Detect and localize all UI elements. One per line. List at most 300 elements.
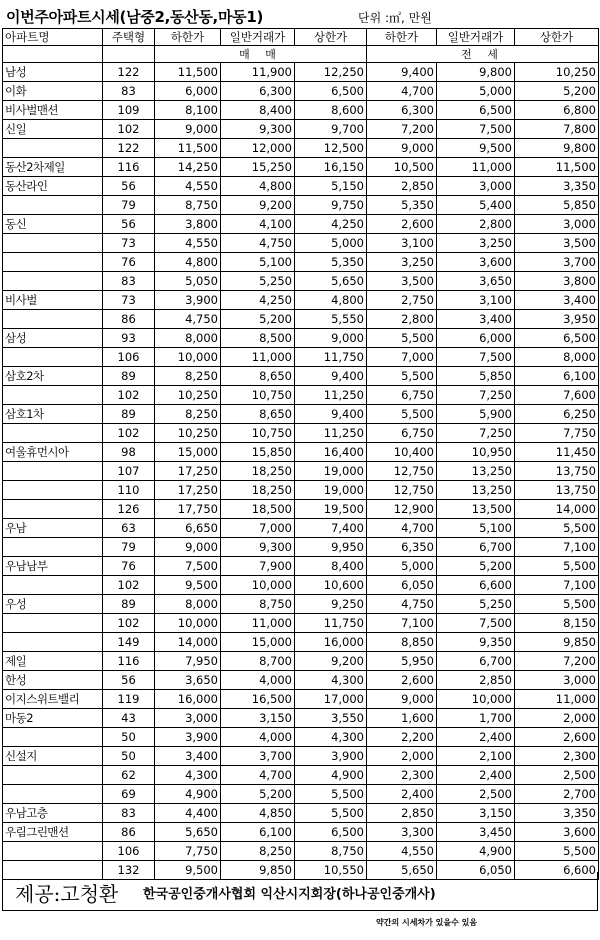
cell-name: 한성 [3, 671, 103, 690]
cell-s-high: 16,000 [295, 633, 367, 652]
cell-s-high: 4,900 [295, 766, 367, 785]
cell-s-avg: 8,250 [221, 842, 295, 861]
cell-j-high: 3,700 [515, 253, 599, 272]
cell-j-high: 7,750 [515, 424, 599, 443]
cell-j-high: 11,000 [515, 690, 599, 709]
cell-size: 89 [103, 405, 155, 424]
cell-s-low: 14,250 [155, 158, 221, 177]
cell-name [3, 462, 103, 481]
cell-s-high: 6,500 [295, 82, 367, 101]
cell-s-low: 8,100 [155, 101, 221, 120]
table-row [3, 462, 599, 481]
cell-j-avg: 6,700 [437, 652, 515, 671]
cell-j-avg: 7,250 [437, 424, 515, 443]
cell-j-low: 2,600 [367, 671, 437, 690]
cell-s-avg: 16,500 [221, 690, 295, 709]
cell-s-high: 5,550 [295, 310, 367, 329]
table-row [3, 633, 599, 652]
col-header-jeonse-high: 상한가 [515, 29, 599, 46]
cell-name [3, 253, 103, 272]
cell-j-high: 5,850 [515, 196, 599, 215]
cell-size: 122 [103, 63, 155, 82]
cell-s-low: 8,250 [155, 367, 221, 386]
cell-size: 132 [103, 861, 155, 880]
cell-j-avg: 3,450 [437, 823, 515, 842]
table-row [3, 158, 599, 177]
cell-j-high: 13,750 [515, 481, 599, 500]
cell-j-low: 3,100 [367, 234, 437, 253]
cell-j-avg: 4,900 [437, 842, 515, 861]
table-row [3, 671, 599, 690]
cell-s-high: 8,750 [295, 842, 367, 861]
cell-s-low: 7,500 [155, 557, 221, 576]
cell-j-avg: 2,400 [437, 766, 515, 785]
cell-s-low: 14,000 [155, 633, 221, 652]
cell-name: 신일 [3, 120, 103, 139]
table-row [3, 272, 599, 291]
table-row [3, 291, 599, 310]
cell-name [3, 728, 103, 747]
table-row [3, 367, 599, 386]
provider-label: 제공:고청환 [15, 882, 119, 906]
cell-s-low: 8,250 [155, 405, 221, 424]
cell-s-avg: 15,250 [221, 158, 295, 177]
cell-s-avg: 5,200 [221, 785, 295, 804]
cell-j-high: 8,150 [515, 614, 599, 633]
cell-name: 남성 [3, 63, 103, 82]
cell-j-low: 7,200 [367, 120, 437, 139]
cell-size: 110 [103, 481, 155, 500]
cell-j-high: 3,350 [515, 804, 599, 823]
cell-j-avg: 10,000 [437, 690, 515, 709]
cell-size: 126 [103, 500, 155, 519]
table-row [3, 690, 599, 709]
cell-j-avg: 6,500 [437, 101, 515, 120]
cell-size: 83 [103, 82, 155, 101]
cell-j-avg: 13,250 [437, 462, 515, 481]
cell-s-low: 3,900 [155, 728, 221, 747]
header-row [3, 29, 599, 46]
cell-s-high: 7,400 [295, 519, 367, 538]
cell-j-low: 9,000 [367, 690, 437, 709]
cell-name [3, 538, 103, 557]
cell-j-low: 2,600 [367, 215, 437, 234]
cell-j-avg: 3,400 [437, 310, 515, 329]
cell-s-avg: 4,100 [221, 215, 295, 234]
cell-s-avg: 15,850 [221, 443, 295, 462]
cell-s-high: 6,500 [295, 823, 367, 842]
cell-j-high: 2,500 [515, 766, 599, 785]
cell-s-avg: 10,750 [221, 386, 295, 405]
cell-j-low: 5,500 [367, 405, 437, 424]
cell-s-avg: 8,650 [221, 405, 295, 424]
cell-s-avg: 3,150 [221, 709, 295, 728]
cell-j-high: 3,600 [515, 823, 599, 842]
cell-j-avg: 10,950 [437, 443, 515, 462]
cell-j-high: 3,000 [515, 215, 599, 234]
cell-j-avg: 7,500 [437, 348, 515, 367]
cell-j-avg: 5,850 [437, 367, 515, 386]
cell-size: 56 [103, 215, 155, 234]
cell-s-avg: 8,700 [221, 652, 295, 671]
cell-name [3, 785, 103, 804]
cell-size: 86 [103, 310, 155, 329]
cell-name: 삼호1차 [3, 405, 103, 424]
unit-label: 단위 :㎡, 만원 [358, 11, 432, 25]
cell-s-high: 4,300 [295, 728, 367, 747]
title-row [2, 2, 598, 30]
cell-s-high: 19,000 [295, 481, 367, 500]
cell-s-low: 17,750 [155, 500, 221, 519]
cell-s-high: 11,750 [295, 614, 367, 633]
cell-size: 106 [103, 348, 155, 367]
cell-j-high: 5,500 [515, 519, 599, 538]
table-row [3, 804, 599, 823]
cell-s-high: 5,650 [295, 272, 367, 291]
cell-s-low: 8,000 [155, 595, 221, 614]
table-row [3, 196, 599, 215]
cell-s-low: 7,950 [155, 652, 221, 671]
cell-j-avg: 5,100 [437, 519, 515, 538]
cell-j-low: 4,700 [367, 82, 437, 101]
cell-j-low: 6,750 [367, 424, 437, 443]
group-header-sale: 매 매 [155, 46, 367, 63]
cell-j-low: 5,500 [367, 329, 437, 348]
cell-name: 비사벌 [3, 291, 103, 310]
cell-s-high: 19,500 [295, 500, 367, 519]
cell-name [3, 576, 103, 595]
table-row [3, 766, 599, 785]
table-row [3, 614, 599, 633]
cell-size: 56 [103, 177, 155, 196]
cell-name [3, 766, 103, 785]
cell-s-low: 15,000 [155, 443, 221, 462]
cell-j-avg: 7,500 [437, 614, 515, 633]
cell-s-avg: 10,750 [221, 424, 295, 443]
cell-j-high: 6,600 [515, 861, 599, 880]
cell-s-high: 16,150 [295, 158, 367, 177]
cell-s-low: 4,400 [155, 804, 221, 823]
cell-s-low: 16,000 [155, 690, 221, 709]
cell-s-high: 5,500 [295, 804, 367, 823]
cell-s-avg: 9,300 [221, 538, 295, 557]
cell-name [3, 424, 103, 443]
cell-name: 마동2 [3, 709, 103, 728]
cell-s-avg: 7,000 [221, 519, 295, 538]
cell-j-avg: 6,000 [437, 329, 515, 348]
table-row [3, 538, 599, 557]
cell-size: 83 [103, 804, 155, 823]
cell-j-high: 2,300 [515, 747, 599, 766]
cell-size: 79 [103, 538, 155, 557]
cell-j-avg: 3,250 [437, 234, 515, 253]
cell-s-avg: 6,300 [221, 82, 295, 101]
cell-j-high: 7,600 [515, 386, 599, 405]
cell-s-high: 3,550 [295, 709, 367, 728]
cell-j-avg: 9,350 [437, 633, 515, 652]
cell-size: 62 [103, 766, 155, 785]
cell-j-low: 5,350 [367, 196, 437, 215]
cell-j-low: 5,950 [367, 652, 437, 671]
cell-j-avg: 5,400 [437, 196, 515, 215]
cell-s-low: 6,000 [155, 82, 221, 101]
cell-j-low: 5,000 [367, 557, 437, 576]
cell-j-avg: 3,000 [437, 177, 515, 196]
cell-j-high: 7,200 [515, 652, 599, 671]
cell-name: 삼호2차 [3, 367, 103, 386]
page-title: 이번주아파트시세(남중2,동산동,마동1) [6, 8, 264, 26]
cell-s-avg: 11,900 [221, 63, 295, 82]
cell-s-high: 12,250 [295, 63, 367, 82]
cell-j-avg: 6,050 [437, 861, 515, 880]
table-row [3, 329, 599, 348]
cell-s-high: 5,350 [295, 253, 367, 272]
cell-size: 106 [103, 842, 155, 861]
cell-j-high: 7,800 [515, 120, 599, 139]
cell-j-low: 4,700 [367, 519, 437, 538]
col-header-sale-low: 하한가 [155, 29, 221, 46]
cell-s-avg: 18,250 [221, 481, 295, 500]
cell-j-high: 3,350 [515, 177, 599, 196]
cell-name: 동신 [3, 215, 103, 234]
table-row [3, 747, 599, 766]
cell-name [3, 386, 103, 405]
table-row [3, 120, 599, 139]
group-header-blank [103, 46, 155, 63]
cell-s-high: 9,950 [295, 538, 367, 557]
cell-s-avg: 4,700 [221, 766, 295, 785]
cell-j-high: 11,500 [515, 158, 599, 177]
cell-j-avg: 5,900 [437, 405, 515, 424]
cell-s-low: 8,000 [155, 329, 221, 348]
cell-s-low: 3,650 [155, 671, 221, 690]
cell-name [3, 842, 103, 861]
cell-size: 89 [103, 595, 155, 614]
cell-name: 동산라인 [3, 177, 103, 196]
cell-s-high: 5,500 [295, 785, 367, 804]
cell-s-high: 9,200 [295, 652, 367, 671]
table-row [3, 101, 599, 120]
cell-s-low: 4,900 [155, 785, 221, 804]
group-header-row [3, 46, 599, 63]
cell-j-low: 6,300 [367, 101, 437, 120]
cell-j-high: 8,000 [515, 348, 599, 367]
cell-s-avg: 6,100 [221, 823, 295, 842]
cell-j-avg: 2,850 [437, 671, 515, 690]
table-row [3, 348, 599, 367]
cell-s-avg: 18,250 [221, 462, 295, 481]
cell-s-avg: 5,250 [221, 272, 295, 291]
cell-size: 116 [103, 652, 155, 671]
cell-j-high: 11,450 [515, 443, 599, 462]
cell-j-high: 2,600 [515, 728, 599, 747]
cell-size: 102 [103, 614, 155, 633]
cell-size: 73 [103, 291, 155, 310]
cell-j-low: 5,500 [367, 367, 437, 386]
cell-j-low: 7,000 [367, 348, 437, 367]
cell-j-low: 12,900 [367, 500, 437, 519]
cell-j-low: 7,100 [367, 614, 437, 633]
cell-s-high: 4,800 [295, 291, 367, 310]
cell-size: 50 [103, 728, 155, 747]
col-header-name: 아파트명 [3, 29, 103, 46]
cell-j-low: 2,300 [367, 766, 437, 785]
cell-j-high: 6,100 [515, 367, 599, 386]
cell-s-avg: 4,000 [221, 728, 295, 747]
cell-s-high: 11,250 [295, 386, 367, 405]
price-table [2, 28, 599, 880]
cell-name [3, 272, 103, 291]
cell-j-high: 2,000 [515, 709, 599, 728]
cell-size: 79 [103, 196, 155, 215]
cell-j-avg: 5,000 [437, 82, 515, 101]
cell-j-low: 2,750 [367, 291, 437, 310]
cell-s-avg: 10,000 [221, 576, 295, 595]
cell-s-high: 9,250 [295, 595, 367, 614]
cell-j-low: 12,750 [367, 462, 437, 481]
cell-s-low: 9,000 [155, 120, 221, 139]
cell-j-low: 4,750 [367, 595, 437, 614]
cell-s-avg: 18,500 [221, 500, 295, 519]
cell-s-high: 3,900 [295, 747, 367, 766]
cell-j-avg: 3,650 [437, 272, 515, 291]
cell-j-low: 12,750 [367, 481, 437, 500]
cell-s-low: 4,300 [155, 766, 221, 785]
cell-size: 102 [103, 576, 155, 595]
cell-s-low: 11,500 [155, 63, 221, 82]
cell-j-low: 6,350 [367, 538, 437, 557]
cell-name [3, 481, 103, 500]
table-row [3, 424, 599, 443]
cell-s-low: 3,800 [155, 215, 221, 234]
table-row [3, 595, 599, 614]
cell-size: 109 [103, 101, 155, 120]
cell-j-avg: 6,600 [437, 576, 515, 595]
cell-name [3, 196, 103, 215]
table-row [3, 443, 599, 462]
table-row [3, 82, 599, 101]
cell-s-low: 17,250 [155, 462, 221, 481]
cell-j-avg: 7,250 [437, 386, 515, 405]
cell-name: 제일 [3, 652, 103, 671]
cell-s-low: 4,550 [155, 234, 221, 253]
cell-s-low: 6,650 [155, 519, 221, 538]
cell-j-high: 6,500 [515, 329, 599, 348]
cell-j-low: 8,850 [367, 633, 437, 652]
cell-s-avg: 9,200 [221, 196, 295, 215]
table-row [3, 709, 599, 728]
cell-s-low: 11,500 [155, 139, 221, 158]
cell-s-low: 17,250 [155, 481, 221, 500]
cell-j-high: 6,800 [515, 101, 599, 120]
cell-s-low: 10,250 [155, 424, 221, 443]
cell-j-low: 3,500 [367, 272, 437, 291]
cell-s-avg: 4,800 [221, 177, 295, 196]
cell-j-avg: 3,100 [437, 291, 515, 310]
cell-name: 여울휴먼시아 [3, 443, 103, 462]
cell-s-high: 19,000 [295, 462, 367, 481]
cell-j-low: 10,400 [367, 443, 437, 462]
table-row [3, 481, 599, 500]
cell-j-low: 6,750 [367, 386, 437, 405]
cell-j-low: 10,500 [367, 158, 437, 177]
cell-j-avg: 7,500 [437, 120, 515, 139]
table-row [3, 500, 599, 519]
cell-j-avg: 1,700 [437, 709, 515, 728]
cell-name [3, 310, 103, 329]
cell-j-low: 2,400 [367, 785, 437, 804]
cell-s-high: 11,250 [295, 424, 367, 443]
cell-name: 이지스위트밸리 [3, 690, 103, 709]
cell-size: 102 [103, 120, 155, 139]
cell-s-low: 9,000 [155, 538, 221, 557]
cell-j-low: 4,550 [367, 842, 437, 861]
table-row [3, 405, 599, 424]
cell-s-avg: 5,200 [221, 310, 295, 329]
cell-j-high: 2,700 [515, 785, 599, 804]
cell-name: 신설지 [3, 747, 103, 766]
table-row [3, 139, 599, 158]
cell-s-low: 3,900 [155, 291, 221, 310]
cell-s-avg: 12,000 [221, 139, 295, 158]
cell-s-high: 17,000 [295, 690, 367, 709]
cell-name: 우림그린맨션 [3, 823, 103, 842]
cell-s-high: 5,000 [295, 234, 367, 253]
table-row [3, 215, 599, 234]
table-row [3, 652, 599, 671]
cell-s-avg: 8,400 [221, 101, 295, 120]
cell-s-low: 4,750 [155, 310, 221, 329]
cell-size: 116 [103, 158, 155, 177]
cell-s-avg: 3,700 [221, 747, 295, 766]
cell-s-high: 16,400 [295, 443, 367, 462]
cell-name [3, 234, 103, 253]
cell-s-avg: 8,500 [221, 329, 295, 348]
cell-size: 73 [103, 234, 155, 253]
group-header-jeonse: 전 세 [367, 46, 599, 63]
cell-j-avg: 13,250 [437, 481, 515, 500]
cell-name [3, 139, 103, 158]
cell-s-high: 9,400 [295, 367, 367, 386]
cell-s-high: 5,150 [295, 177, 367, 196]
cell-s-low: 10,000 [155, 614, 221, 633]
group-header-blank [3, 46, 103, 63]
cell-j-high: 13,750 [515, 462, 599, 481]
cell-s-avg: 9,850 [221, 861, 295, 880]
cell-j-avg: 2,800 [437, 215, 515, 234]
cell-j-low: 9,000 [367, 139, 437, 158]
cell-s-avg: 8,750 [221, 595, 295, 614]
cell-s-avg: 7,900 [221, 557, 295, 576]
cell-size: 93 [103, 329, 155, 348]
cell-j-low: 2,800 [367, 310, 437, 329]
cell-s-low: 9,500 [155, 576, 221, 595]
cell-s-low: 7,750 [155, 842, 221, 861]
cell-j-high: 5,500 [515, 557, 599, 576]
cell-size: 86 [103, 823, 155, 842]
cell-size: 102 [103, 424, 155, 443]
cell-s-avg: 9,300 [221, 120, 295, 139]
cell-j-avg: 5,250 [437, 595, 515, 614]
cell-j-avg: 9,800 [437, 63, 515, 82]
col-header-jeonse-low: 하한가 [367, 29, 437, 46]
cell-size: 50 [103, 747, 155, 766]
cell-j-avg: 2,400 [437, 728, 515, 747]
cell-j-avg: 3,150 [437, 804, 515, 823]
cell-j-low: 2,200 [367, 728, 437, 747]
cell-j-low: 3,250 [367, 253, 437, 272]
cell-s-low: 9,500 [155, 861, 221, 880]
